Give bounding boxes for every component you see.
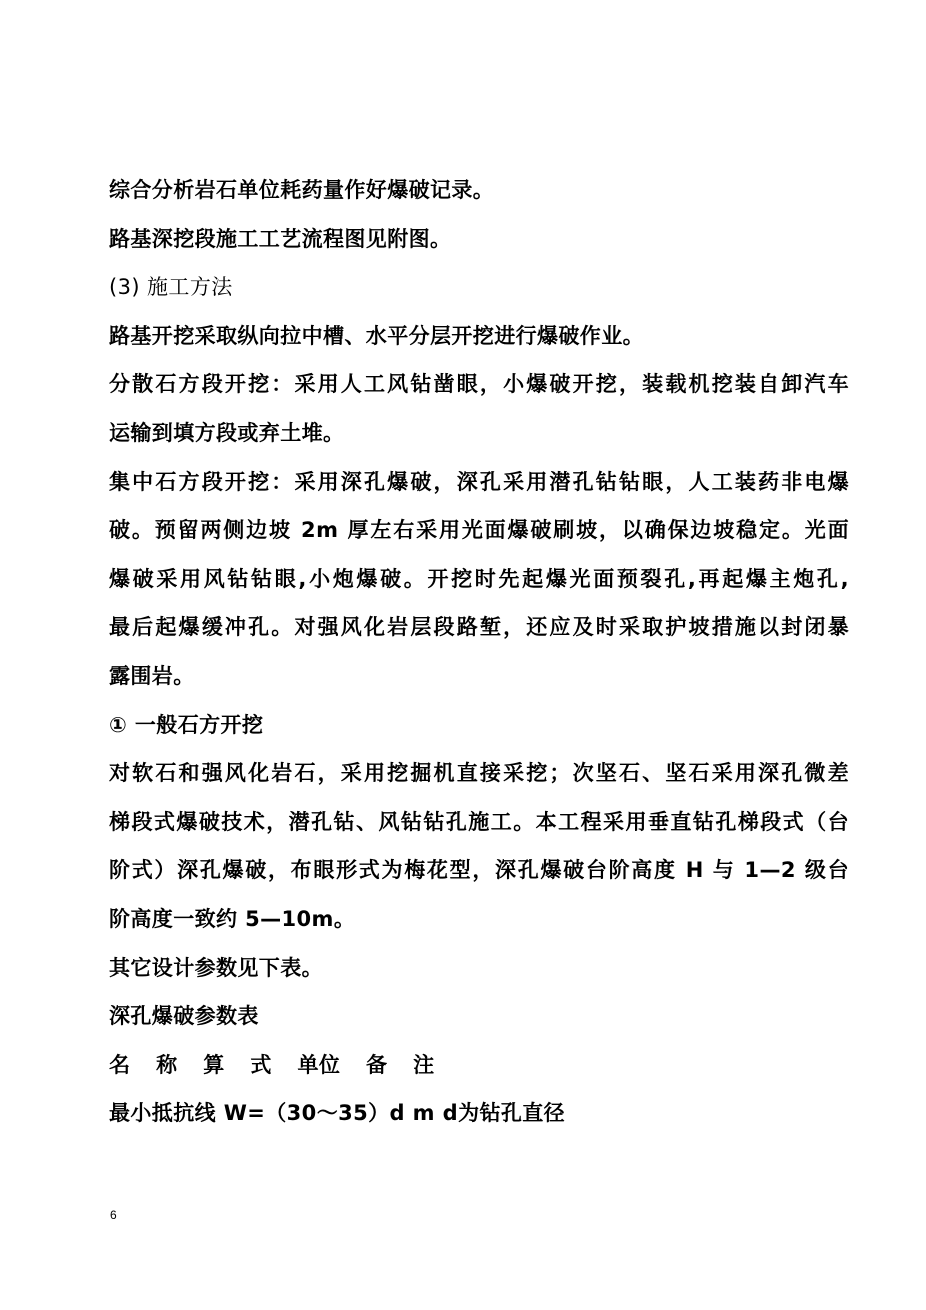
table-header-row: 名 称 算 式 单位 备 注 (109, 1052, 435, 1077)
text-line-8: 破。预留两侧边坡 2m 厚左右采用光面爆破刷坡，以确保边坡稳定。光面 (109, 518, 849, 543)
page-number: 6 (110, 1208, 117, 1222)
text-line-5: 分散石方段开挖：采用人工风钻凿眼，小爆破开挖，装载机挖装自卸汽车 (109, 372, 849, 397)
text-line-1: 综合分析岩石单位耗药量作好爆破记录。 (109, 178, 495, 202)
text-line-17: 其它设计参数见下表。 (109, 955, 323, 980)
text-line-6: 运输到填方段或弃土堆。 (109, 420, 345, 445)
section-heading-construction-method: (3) 施工方法 (109, 275, 233, 300)
text-line-14: 梯段式爆破技术，潜孔钻、风钻钻孔施工。本工程采用垂直钻孔梯段式（台 (109, 809, 849, 834)
document-body (109, 166, 849, 1138)
table-row-min-resistance-line: 最小抵抗线 W=（30～35）d m d为钻孔直径 (109, 1101, 566, 1126)
text-line-11: 露围岩。 (109, 663, 195, 688)
text-line-10: 最后起爆缓冲孔。对强风化岩层段路堑，还应及时采取护坡措施以封闭暴 (109, 615, 849, 640)
text-line-13: 对软石和强风化岩石，采用挖掘机直接采挖；次坚石、坚石采用深孔微差 (109, 761, 849, 786)
text-line-9: 爆破采用风钻钻眼,小炮爆破。开挖时先起爆光面预裂孔,再起爆主炮孔, (109, 566, 849, 591)
subheading-general-rock-excavation: ① 一般石方开挖 (109, 712, 264, 737)
text-line-16: 阶高度一致约 5—10m。 (109, 906, 356, 931)
text-line-7: 集中石方段开挖：采用深孔爆破，深孔采用潜孔钻钻眼，人工装药非电爆 (109, 469, 849, 494)
text-line-4: 路基开挖采取纵向拉中槽、水平分层开挖进行爆破作业。 (109, 323, 644, 348)
table-title: 深孔爆破参数表 (109, 1004, 259, 1029)
text-line-15: 阶式）深孔爆破，布眼形式为梅花型，深孔爆破台阶高度 H 与 1—2 级台 (109, 858, 849, 883)
text-line-2: 路基深挖段施工工艺流程图见附图。 (109, 226, 452, 251)
